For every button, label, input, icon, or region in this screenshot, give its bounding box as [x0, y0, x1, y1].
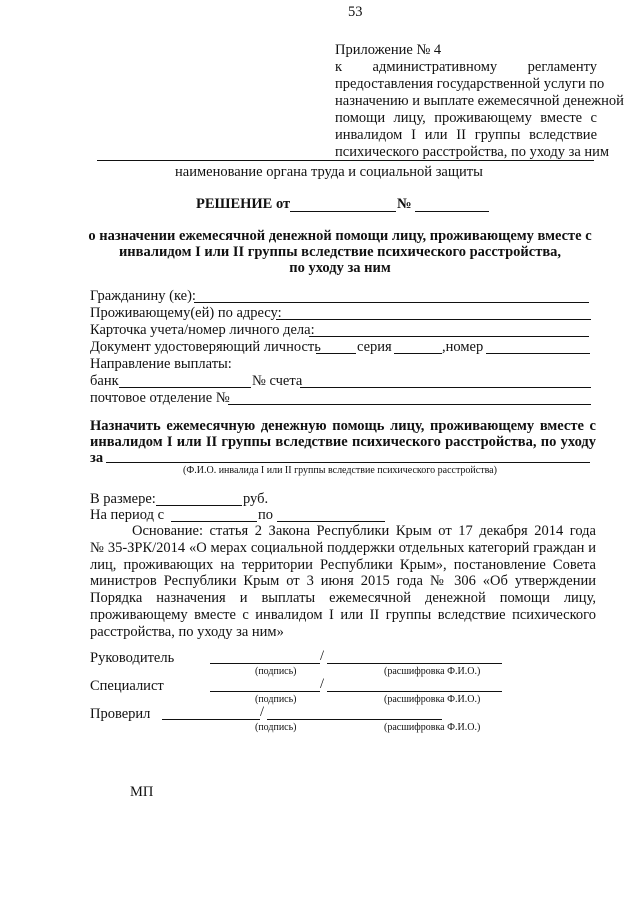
address-field[interactable]	[276, 319, 591, 320]
specialist-signature-caption: (подпись)	[255, 694, 297, 705]
specialist-fio-caption: (расшифровка Ф.И.О.)	[384, 694, 481, 705]
appendix-line: инвалидом I или II группы вследствие	[335, 127, 597, 143]
number-label: ,номер	[442, 339, 484, 355]
number-field[interactable]	[486, 353, 590, 354]
decision-subject-line: инвалидом I или II группы вследствие психического расстройства,	[118, 244, 562, 260]
decision-number-label: №	[397, 196, 412, 212]
organ-label: наименование органа труда и социальной защиты	[175, 164, 483, 180]
post-office-field[interactable]	[228, 404, 591, 405]
specialist-fio-field[interactable]	[327, 691, 502, 692]
basis-block	[90, 523, 596, 641]
assign-line: инвалидом I или II группы вследствие психического расстройства, по уходу	[90, 434, 596, 450]
fio-field[interactable]	[106, 462, 590, 463]
series-field[interactable]	[394, 353, 442, 354]
appendix-line: назначению и выплате ежемесячной денежной	[335, 93, 624, 109]
appendix-block	[335, 42, 624, 161]
card-field[interactable]	[309, 336, 589, 337]
basis-line: лиц, проживающих на территории Республики Крым», постановление Совета	[90, 556, 596, 573]
checked-label: Проверил	[90, 706, 151, 722]
fio-caption: (Ф.И.О. инвалида I или II группы вследствие психического расстройства)	[183, 465, 497, 476]
page-number: 53	[348, 4, 363, 20]
citizen-label: Гражданину (ке):	[90, 288, 196, 304]
head-label: Руководитель	[90, 650, 175, 666]
decision-subject-line: по уходу за ним	[289, 260, 391, 276]
decision-subject-line: о назначении ежемесячной денежной помощи лицу, проживающему вместе с	[88, 228, 592, 244]
head-fio-caption: (расшифровка Ф.И.О.)	[384, 666, 481, 677]
assign-line: Назначить ежемесячную денежную помощь лицу, проживающему вместе с	[90, 418, 596, 434]
decision-number-line	[415, 211, 489, 212]
head-signature-caption: (подпись)	[255, 666, 297, 677]
checked-slash: /	[260, 704, 265, 720]
decision-title: РЕШЕНИЕ от	[196, 196, 291, 212]
account-label: № счета	[252, 373, 303, 389]
appendix-title: Приложение № 4	[335, 42, 442, 58]
document-field[interactable]	[316, 353, 356, 354]
specialist-label: Специалист	[90, 678, 164, 694]
specialist-signature-field[interactable]	[210, 691, 320, 692]
basis-line: проживающему вместе с инвалидом I или II группы вследствие психического	[90, 606, 596, 623]
appendix-line: к административному регламенту	[335, 59, 597, 75]
checked-signature-field[interactable]	[162, 719, 260, 720]
period-to-label: по	[258, 507, 274, 523]
series-label: серия	[357, 339, 392, 355]
amount-field[interactable]	[156, 505, 242, 506]
bank-field[interactable]	[119, 387, 251, 388]
organ-name-line	[97, 160, 594, 161]
period-from-field[interactable]	[171, 521, 257, 522]
payment-direction-label: Направление выплаты:	[90, 356, 232, 372]
checked-fio-field[interactable]	[267, 719, 442, 720]
amount-label: В размере:	[90, 491, 156, 507]
basis-line: Порядка назначения и выплаты ежемесячной денежной помощи лицу,	[90, 590, 596, 607]
document-label: Документ удостоверяющий личность	[90, 339, 321, 355]
checked-fio-caption: (расшифровка Ф.И.О.)	[384, 722, 481, 733]
basis-line: министров Республики Крым от 3 июня 2015 года № 306 «Об утверждении	[90, 573, 596, 590]
card-label: Карточка учета/номер личного дела:	[90, 322, 315, 338]
bank-label: банк	[90, 373, 119, 389]
decision-subject	[60, 228, 620, 276]
basis-line: Основание: статья 2 Закона Республики Крым от 17 декабря 2014 года	[132, 523, 596, 539]
currency-label: руб.	[243, 491, 269, 507]
checked-signature-caption: (подпись)	[255, 722, 297, 733]
head-fio-field[interactable]	[327, 663, 502, 664]
specialist-slash: /	[320, 676, 325, 692]
basis-line: № 35-ЗРК/2014 «О мерах социальной поддержки отдельных категорий граждан и	[90, 539, 596, 556]
head-slash: /	[320, 648, 325, 664]
assign-line: за	[90, 450, 104, 466]
appendix-line: помощи лицу, проживающему вместе с	[335, 110, 597, 126]
assign-block	[90, 418, 596, 466]
period-from-label: На период с	[90, 507, 165, 523]
head-signature-field[interactable]	[210, 663, 320, 664]
citizen-field[interactable]	[194, 302, 589, 303]
stamp-label: МП	[130, 784, 154, 800]
basis-line: расстройства, по уходу за ним»	[90, 623, 284, 640]
appendix-line: предоставления государственной услуги по	[335, 76, 605, 92]
address-label: Проживающему(ей) по адресу:	[90, 305, 282, 321]
account-field[interactable]	[300, 387, 591, 388]
period-to-field[interactable]	[277, 521, 385, 522]
appendix-line: психического расстройства, по уходу за ним	[335, 144, 610, 160]
post-office-label: почтовое отделение №	[90, 390, 230, 406]
decision-date-line	[290, 211, 396, 212]
